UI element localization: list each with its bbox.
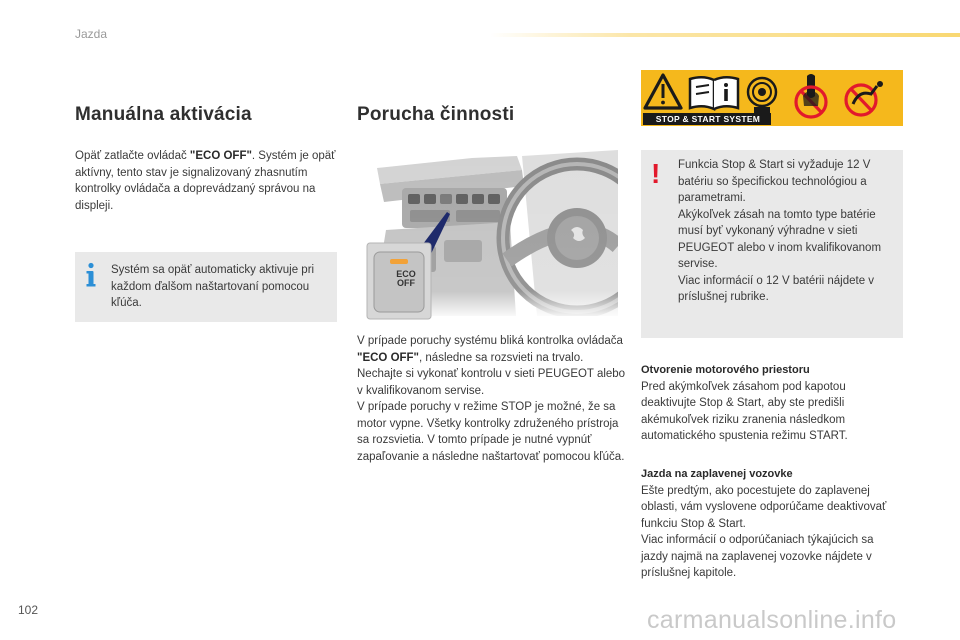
- malfunction-text: V prípade poruchy systému bliká kontrolka ovládača "ECO OFF", následne sa rozsvieti na trvalo. Nechajte si vykonať kontrolu v sieti PEUGEOT alebo v kvalifikovanom servise. V prípade poruchy v režime STOP je možné, že sa motor vypne. Všetky kontrolky združeného prístroja sa rozsvietia. V tomto prípade je nutné vypnúť zapaľovanie a následne naštartovať pomocou kľúča.: [357, 335, 626, 463]
- warning-box: [641, 150, 903, 338]
- info-text: Systém sa opäť automaticky aktivuje pri každom ďalšom naštartovaní pomocou kľúča.: [111, 264, 315, 309]
- info-icon: [84, 262, 98, 288]
- eco-off-callout: [364, 210, 464, 322]
- watermark: carmanualsonline.info: [647, 606, 897, 634]
- flooded-road-text-2: Viac informácií o odporúčaniach týkajúcich sa jazdy najmä na zaplavenej vozovke nájdete v príslušnej kapitole.: [641, 534, 874, 579]
- eco-off-label: "ECO OFF": [189, 150, 252, 162]
- warning-triangle-icon: [645, 75, 681, 108]
- eco-off-button: ECO OFF: [396, 269, 416, 288]
- section-header: Jazda: [75, 27, 108, 41]
- engine-compartment-title: Otvorenie motorového priestoru: [641, 364, 810, 376]
- engine-fan-icon: [748, 78, 776, 119]
- info-box: [75, 252, 337, 322]
- warning-exclamation-icon: !: [651, 158, 661, 189]
- flooded-road-text-1: Ešte predtým, ako pocestujete do zaplavenej oblasti, vám vyslovene odporúčame deaktivovať funkciu Stop & Start.: [641, 484, 887, 530]
- engine-compartment-text: Pred akýmkoľvek zásahom pod kapotou deaktivujte Stop & Start, aby ste predišli akémukoľvek riziku zranenia následkom automatického spustenia režimu START.: [641, 380, 848, 442]
- stop-start-system-label: STOP & START SYSTEM: [655, 114, 761, 124]
- warning-text: Funkcia Stop & Start si vyžaduje 12 V batériu so špecifickou technológiou a parametrami. Akýkoľvek zásah na tomto type batérie musí byť vykonaný výhradne v sieti PEUGEOT alebo v inom kvalifikovanom servise. Viac informácií o 12 V batérii nájdete v príslušnej rubrike.: [678, 159, 882, 303]
- manual-book-icon: [690, 77, 738, 109]
- engine-compartment-section: [641, 362, 903, 445]
- malfunction-title: Porucha činnosti: [357, 104, 515, 125]
- eco-off-indicator-lamp: [390, 259, 408, 264]
- manual-activation-title: Manuálna aktivácia: [75, 104, 252, 125]
- manual-activation-text: Opäť zatlačte ovládač "ECO OFF". Systém je opäť aktívny, tento stav je signalizovaný zhasnutím kontrolky ovládača a doprevádzaný správou na displeji.: [75, 150, 336, 212]
- flooded-road-section: [641, 466, 903, 582]
- warning-pictogram-bar: [641, 70, 903, 126]
- no-service-icon: [846, 81, 883, 115]
- header-gradient-bar: [490, 33, 960, 37]
- no-hands-icon: [796, 74, 826, 117]
- flooded-road-title: Jazda na zaplavenej vozovke: [641, 468, 793, 480]
- page-number: 102: [18, 603, 39, 617]
